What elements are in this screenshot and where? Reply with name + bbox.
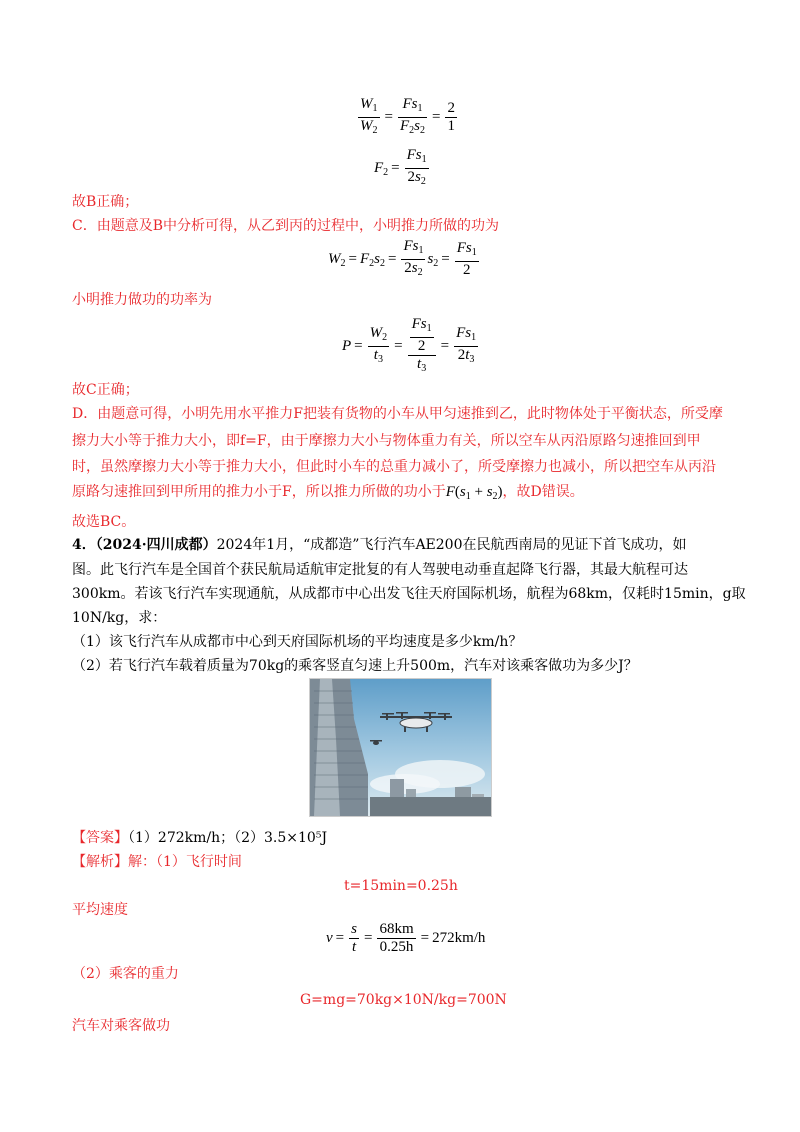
question-4-sub-2: （2）若飞行汽车载着质量为70kg的乘客竖直匀速上升500m，汽车对该乘客做功为多少J？ [72, 658, 638, 674]
answer-label: 【答案】 [72, 830, 128, 846]
c-power-intro-text: 小明推力做功的功率为 [72, 292, 212, 308]
weight-equation: G=mg=70kg×10N/kg=700N [300, 992, 507, 1008]
c-intro-text: C．由题意及B中分析可得，从乙到丙的过程中，小明推力所做的功为 [72, 218, 499, 234]
d-line-4-formula: $F(s_1 + s_2)$ [445, 484, 503, 502]
c-correct-text: 故C正确； [72, 382, 139, 398]
answer-text: （1）272km/h；（2）3.5×10⁵J [128, 830, 328, 846]
work-intro: 汽车对乘客做功 [72, 1018, 170, 1034]
equation-f2: $F_2$ = $\frac{Fs_1}{2s_2}$ [374, 147, 427, 187]
flying-car-photo-graphic [310, 679, 491, 816]
equation-power: P = $\frac{W_2}{t_3}$ = $\frac{\frac{Fs_1}{2}}{t_3}$ = $\frac{Fs_1}{2t_3}$ [342, 316, 477, 374]
d-line-4-text-a: 原路匀速推回到甲所用的推力小于F，所以推力所做的功小于 [72, 484, 446, 500]
equation-work-ratio: $\frac{W_1}{W_2}$ = $\frac{Fs_1}{F_2s_2}$ = $\frac{2}{1}$ [360, 96, 455, 136]
analysis-start-line [72, 850, 242, 874]
question-number: 4． [72, 537, 96, 553]
weight-intro: （2）乘客的重力 [72, 966, 179, 982]
avg-speed-label: 平均速度 [72, 902, 128, 918]
equation-w2: $W_2 = F_2s_2$ = $\frac{Fs_1}{2s_2}$ $s_2$ = $\frac{Fs_1}{2}$ [328, 238, 477, 278]
question-source: （2024·四川成都） [95, 537, 217, 553]
question-4-line-4: 10N/kg，求： [72, 610, 167, 626]
equation-speed: v = $\frac{s}{t}$ = $\frac{68km}{0.25h}$ = 272km/h [326, 921, 486, 955]
d-line-3: 时，虽然摩擦力大小等于推力大小，但此时小车的总重力减小了，所受摩擦力也减小，所以把空车从丙沿 [72, 459, 716, 475]
d-line-2: 擦力大小等于推力大小，即f=F，由于摩擦力大小与物体重力有关，所以空车从丙沿原路匀速推回到甲 [72, 433, 701, 449]
question-4-line-3: 300km。若该飞行汽车实现通航，从成都市中心出发飞往天府国际机场，航程为68km，仅耗时15min，g取 [72, 586, 746, 602]
question-4-sub-1: （1）该飞行汽车从成都市中心到天府国际机场的平均速度是多少km/h？ [72, 634, 523, 650]
analysis-label: 【解析】 [72, 854, 128, 870]
question-4-line-2: 图。此飞行汽车是全国首个获民航局适航审定批复的有人驾驶电动垂直起降飞行器，其最大航程可达 [72, 562, 688, 578]
d-line-1: D．由题意可得，小明先用水平推力F把装有货物的小车从甲匀速推到乙，此时物体处于平衡状态，所受摩 [72, 406, 723, 422]
question-4-line-1 [72, 533, 687, 557]
d-line-4-text-b: ，故D错误。 [502, 484, 584, 500]
flying-car-photo [309, 678, 492, 817]
d-line-4 [72, 480, 584, 509]
analysis-start-text: 解：（1）飞行时间 [128, 854, 242, 870]
question-line-1-text: 2024年1月，“成都造”飞行汽车AE200在民航西南局的见证下首飞成功，如 [216, 537, 687, 553]
b-correct-text: 故B正确； [72, 194, 139, 210]
answer-line [72, 826, 327, 850]
choose-text: 故选BC。 [72, 514, 136, 530]
time-equation: t=15min=0.25h [344, 878, 458, 894]
